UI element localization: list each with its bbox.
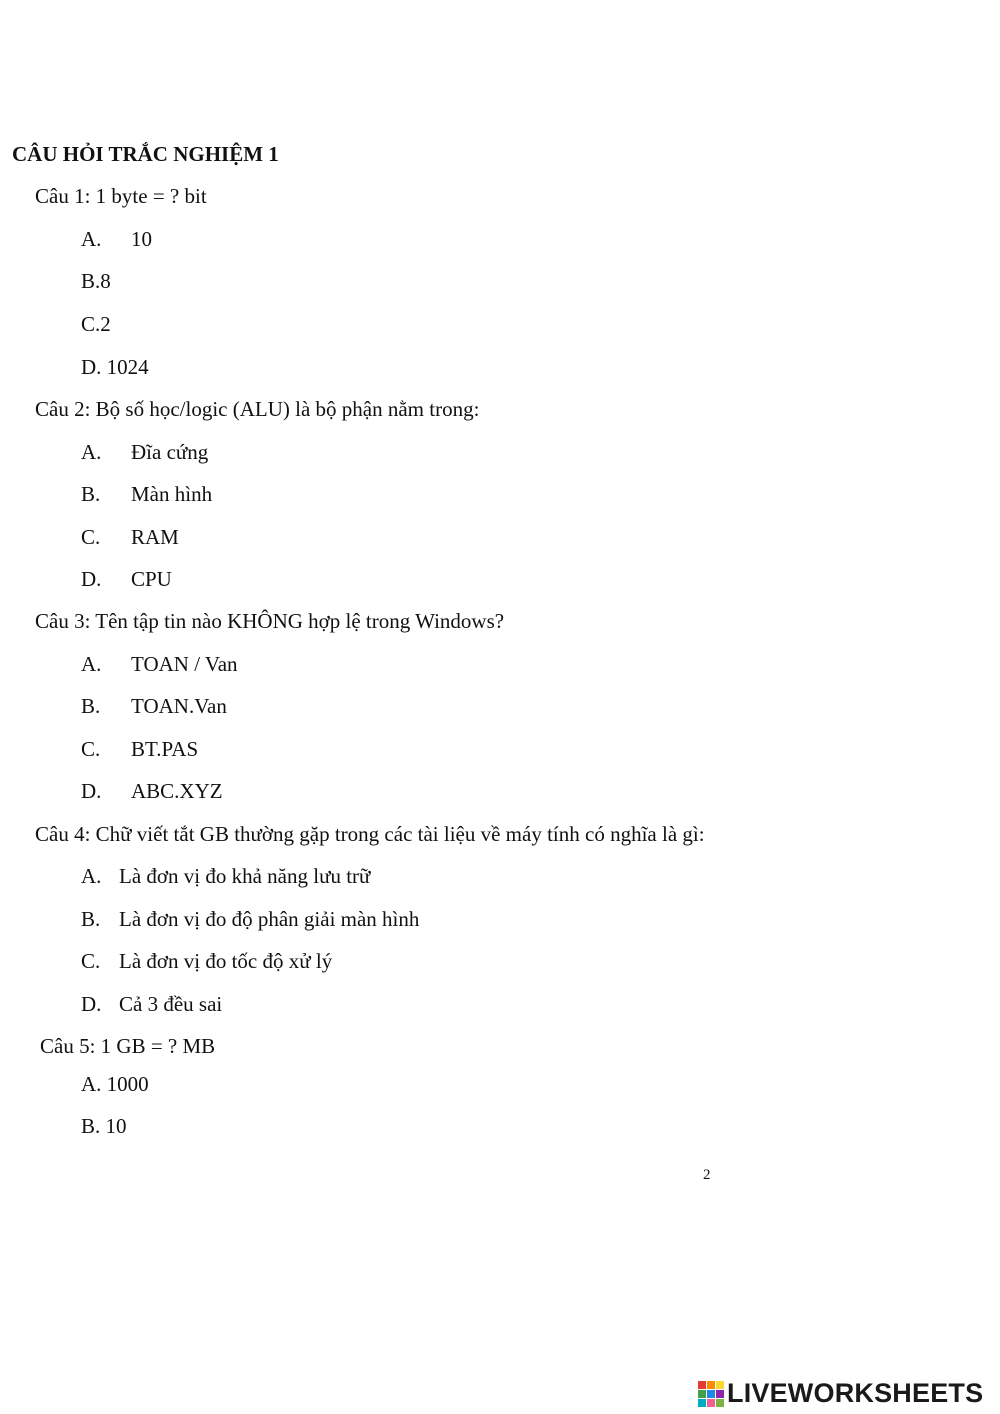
option-letter: B. — [81, 482, 101, 506]
worksheet-title: CÂU HỎI TRẮC NGHIỆM 1 — [12, 142, 279, 166]
option-letter: A. — [81, 227, 102, 251]
option-letter: D. — [81, 567, 102, 591]
q2-option-a — [81, 440, 208, 465]
q4-option-a — [81, 864, 370, 889]
q2-option-d — [81, 567, 172, 592]
q5-option-b: B. 10 — [81, 1114, 127, 1138]
q3-option-b — [81, 694, 227, 719]
logo-square — [698, 1390, 706, 1398]
logo-text: LIVEWORKSHEETS — [727, 1378, 984, 1408]
option-letter: A. — [81, 864, 102, 888]
page-number: 2 — [703, 1167, 711, 1183]
q3-option-c — [81, 737, 198, 762]
q3-option-a — [81, 652, 238, 677]
q4-option-b — [81, 907, 419, 932]
question-1: Câu 1: 1 byte = ? bit — [35, 184, 207, 208]
option-letter: A. — [81, 652, 102, 676]
option-text: Là đơn vị đo khả năng lưu trữ — [119, 864, 371, 888]
option-letter: C. — [81, 737, 101, 761]
option-letter: B. — [81, 907, 101, 931]
option-letter: B. — [81, 694, 101, 718]
option-letter: C. — [81, 949, 101, 973]
option-text: TOAN / Van — [131, 652, 238, 676]
option-text: Đĩa cứng — [131, 440, 209, 464]
option-text: BT.PAS — [131, 737, 199, 761]
q4-option-d — [81, 992, 222, 1017]
question-3: Câu 3: Tên tập tin nào KHÔNG hợp lệ trong Windows? — [35, 609, 505, 633]
logo-square — [707, 1390, 715, 1398]
option-letter: C. — [81, 525, 101, 549]
logo-square — [716, 1399, 724, 1407]
option-text: Là đơn vị đo độ phân giải màn hình — [119, 907, 420, 931]
option-text: Cả 3 đều sai — [119, 992, 223, 1016]
logo-square — [716, 1381, 724, 1389]
option-letter: D. — [81, 779, 102, 803]
q4-option-c — [81, 949, 332, 974]
option-text: 10 — [131, 227, 152, 251]
option-text: ABC.XYZ — [131, 779, 223, 803]
question-5: Câu 5: 1 GB = ? MB — [40, 1034, 216, 1058]
q2-option-c — [81, 525, 179, 550]
q1-option-d: D. 1024 — [81, 355, 149, 379]
q1-option-b: B.8 — [81, 269, 111, 293]
q2-option-b — [81, 482, 212, 507]
option-text: TOAN.Van — [131, 694, 227, 718]
option-letter: D. — [81, 992, 102, 1016]
option-text: CPU — [131, 567, 172, 591]
q1-option-a — [81, 227, 152, 252]
q3-option-d — [81, 779, 223, 804]
logo-square — [698, 1381, 706, 1389]
logo-square — [707, 1381, 715, 1389]
logo-square — [698, 1399, 706, 1407]
liveworksheets-logo — [698, 1378, 983, 1409]
option-text: Màn hình — [131, 482, 213, 506]
option-text: RAM — [131, 525, 179, 549]
logo-icon — [698, 1381, 724, 1407]
option-text: Là đơn vị đo tốc độ xử lý — [119, 949, 333, 973]
question-4: Câu 4: Chữ viết tắt GB thường gặp trong các tài liệu về máy tính có nghĩa là gì: — [35, 822, 705, 846]
q1-option-c: C.2 — [81, 312, 111, 336]
q5-option-a: A. 1000 — [81, 1072, 149, 1096]
logo-square — [707, 1399, 715, 1407]
logo-square — [716, 1390, 724, 1398]
option-letter: A. — [81, 440, 102, 464]
question-2: Câu 2: Bộ số học/logic (ALU) là bộ phận nằm trong: — [35, 397, 480, 421]
